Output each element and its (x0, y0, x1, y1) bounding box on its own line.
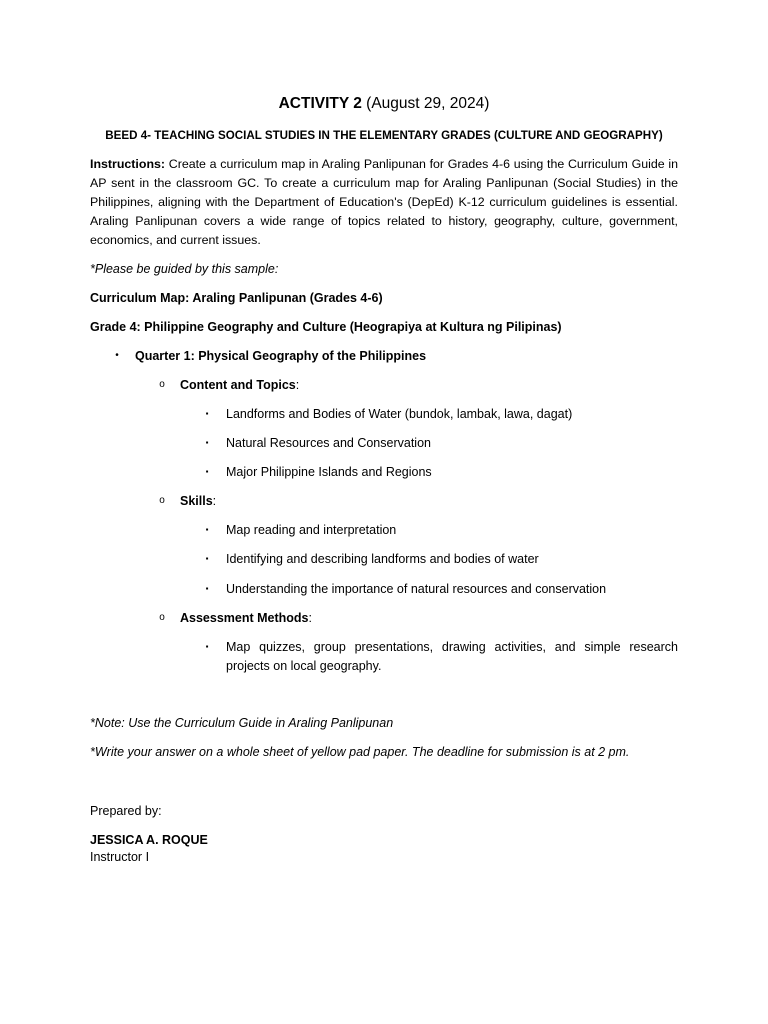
note-submission-deadline: *Write your answer on a whole sheet of yellow pad paper. The deadline for submission is at 2 pm. (90, 745, 630, 759)
square-bullet-marker: ▪ (205, 438, 209, 447)
curriculum-map-title: Curriculum Map: Araling Panlipunan (Grades 4-6) (90, 291, 383, 305)
preparer-position: Instructor I (90, 850, 150, 864)
section-suffix: : (212, 494, 217, 508)
section-label: Assessment Methods (180, 611, 309, 625)
list-item: Understanding the importance of natural resources and conservation (226, 582, 607, 596)
section-heading (180, 376, 299, 394)
course-subtitle: BEED 4- TEACHING SOCIAL STUDIES IN THE ELEMENTARY GRADES (CULTURE AND GEOGRAPHY) (105, 129, 663, 142)
instructions-body: Create a curriculum map in Araling Panlipunan for Grades 4-6 using the Curriculum Guide in AP sent in the classroom GC. To create a curriculum map for Araling Panlipunan (Social Studies) in the Philippines, aligning with the Department of Education's (DepEd) K-12 curriculum guidelines is essential. Araling Panlipunan covers a wide range of topics related to history, geography, culture, government, economics, and current issues. (90, 157, 678, 247)
square-bullet-marker: ▪ (205, 409, 209, 418)
list-item: Landforms and Bodies of Water (bundok, lambak, lawa, dagat) (226, 407, 573, 421)
square-bullet-marker: ▪ (205, 554, 209, 563)
list-item: Identifying and describing landforms and bodies of water (226, 552, 539, 566)
circle-bullet-marker: o (159, 495, 165, 506)
list-item: Natural Resources and Conservation (226, 436, 431, 450)
prepared-by-label: Prepared by: (90, 804, 162, 818)
square-bullet-marker: ▪ (205, 642, 209, 651)
section-suffix: : (295, 378, 300, 392)
square-bullet-marker: ▪ (205, 584, 209, 593)
circle-bullet-marker: o (159, 379, 165, 390)
section-label: Content and Topics (180, 378, 296, 392)
activity-title-number: ACTIVITY 2 (278, 95, 362, 112)
document-page (90, 0, 678, 1024)
instructions-paragraph (90, 155, 678, 250)
section-heading (180, 492, 216, 510)
circle-bullet-marker: o (159, 612, 165, 623)
list-item: Map reading and interpretation (226, 523, 397, 537)
section-label: Skills (180, 494, 213, 508)
activity-title-date: (August 29, 2024) (361, 95, 490, 112)
square-bullet-marker: ▪ (205, 525, 209, 534)
activity-title (90, 94, 678, 114)
preparer-name: JESSICA A. ROQUE (90, 833, 208, 847)
list-item: Major Philippine Islands and Regions (226, 465, 432, 479)
grade-heading: Grade 4: Philippine Geography and Culture (Heograpiya at Kultura ng Pilipinas) (90, 320, 562, 334)
disc-bullet-marker: • (115, 350, 119, 361)
note-curriculum-guide: *Note: Use the Curriculum Guide in Araling Panlipunan (90, 716, 394, 730)
square-bullet-marker: ▪ (205, 467, 209, 476)
section-suffix: : (308, 611, 312, 625)
instructions-lead: Instructions: (90, 157, 166, 171)
guide-note: *Please be guided by this sample: (90, 262, 279, 276)
section-heading (180, 609, 312, 627)
quarter-heading: Quarter 1: Physical Geography of the Philippines (135, 349, 427, 363)
list-item: Map quizzes, group presentations, drawing activities, and simple research projects on local geography. (226, 640, 678, 673)
